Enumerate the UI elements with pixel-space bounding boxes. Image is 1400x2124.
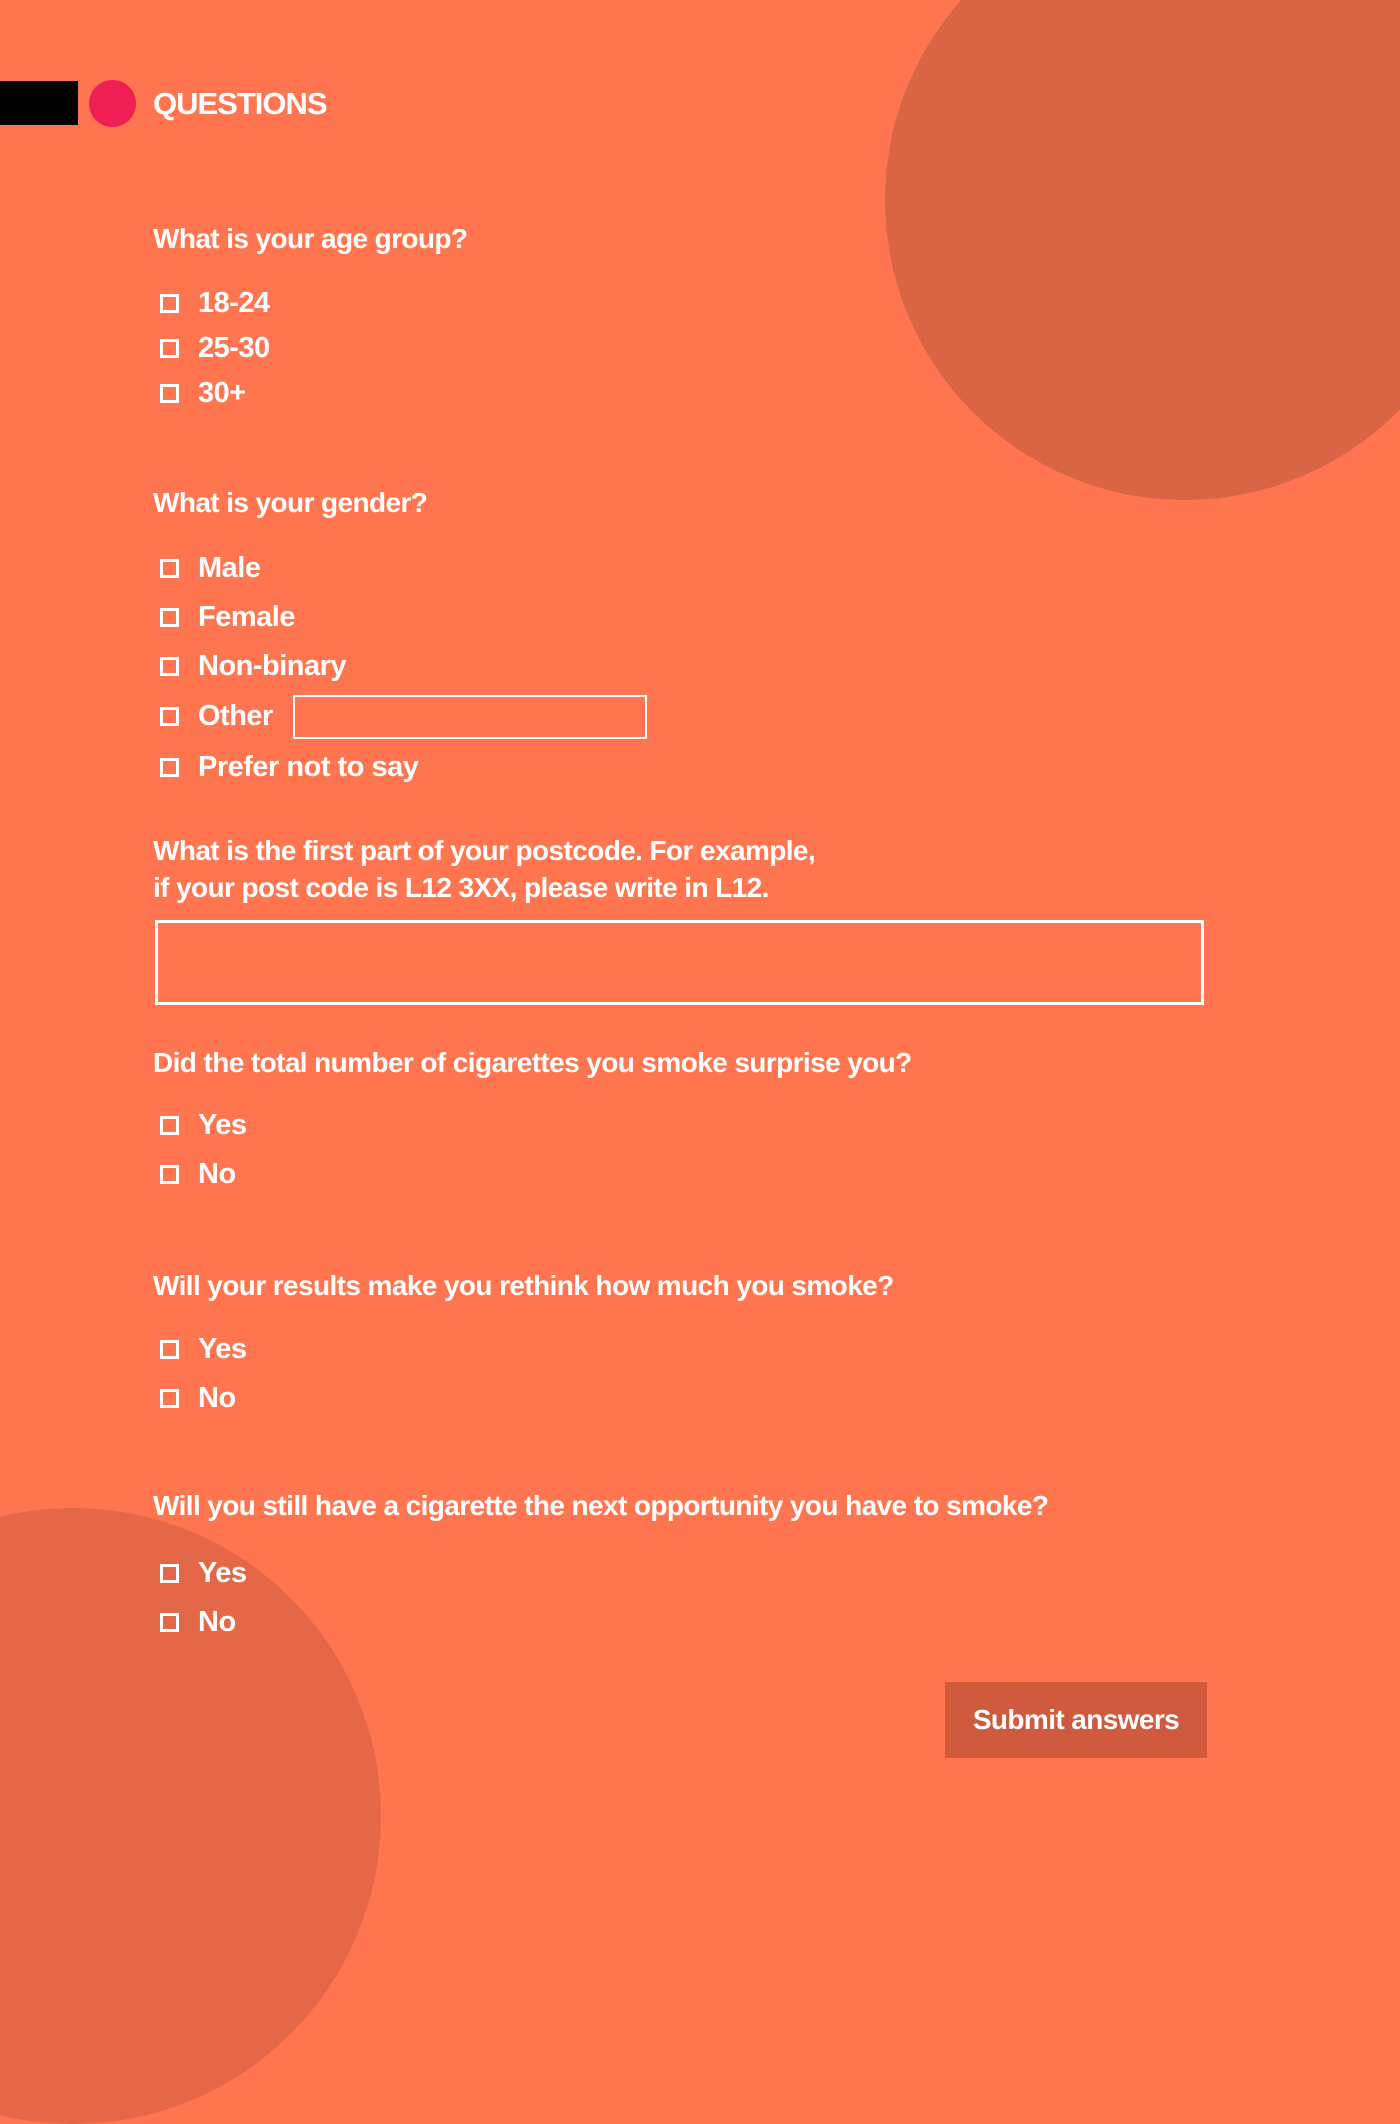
checkbox[interactable]: [160, 707, 179, 726]
option-label: Other: [198, 700, 273, 732]
question-age-group: What is your age group?: [153, 223, 468, 254]
submit-answers-button[interactable]: Submit answers: [945, 1682, 1207, 1758]
question-postcode-line1: What is the first part of your postcode. For example,: [153, 835, 816, 866]
header-black-bar: [0, 81, 78, 125]
checkbox[interactable]: [160, 758, 179, 777]
option-label: 25-30: [198, 332, 270, 364]
option-gender-non-binary[interactable]: [160, 642, 647, 691]
option-next-cigarette-yes[interactable]: [160, 1549, 247, 1598]
page-header: [0, 80, 400, 126]
question-postcode-line2: if your post code is L12 3XX, please write in L12.: [153, 872, 769, 903]
rethink-options: [160, 1325, 247, 1423]
next-cigarette-options: [160, 1549, 247, 1647]
option-age-25-30[interactable]: [160, 326, 270, 371]
page-title: QUESTIONS: [153, 86, 327, 121]
option-surprise-no[interactable]: [160, 1150, 247, 1199]
header-dot-icon: [89, 80, 136, 127]
question-cigarettes-surprise: Did the total number of cigarettes you smoke surprise you?: [153, 1047, 912, 1078]
age-group-options: [160, 281, 270, 416]
option-age-18-24[interactable]: [160, 281, 270, 326]
checkbox[interactable]: [160, 1613, 179, 1632]
option-label: 30+: [198, 377, 246, 409]
other-gender-input[interactable]: [293, 695, 647, 739]
checkbox[interactable]: [160, 294, 179, 313]
question-gender: What is your gender?: [153, 487, 428, 518]
checkbox[interactable]: [160, 1564, 179, 1583]
checkbox[interactable]: [160, 1116, 179, 1135]
option-label: Yes: [198, 1109, 247, 1141]
option-label: Prefer not to say: [198, 751, 419, 783]
option-label: Yes: [198, 1557, 247, 1589]
option-gender-female[interactable]: [160, 593, 647, 642]
option-label: No: [198, 1606, 236, 1638]
option-label: Female: [198, 601, 295, 633]
question-rethink-smoking: Will your results make you rethink how much you smoke?: [153, 1270, 894, 1301]
option-age-30-plus[interactable]: [160, 371, 270, 416]
option-label: Non-binary: [198, 650, 347, 682]
option-label: No: [198, 1158, 236, 1190]
postcode-input[interactable]: [155, 920, 1204, 1005]
option-gender-other[interactable]: [160, 691, 647, 742]
option-gender-male[interactable]: [160, 544, 647, 593]
surprise-options: [160, 1101, 247, 1199]
question-next-cigarette: Will you still have a cigarette the next opportunity you have to smoke?: [153, 1490, 1049, 1521]
gender-options: [160, 544, 647, 793]
checkbox[interactable]: [160, 657, 179, 676]
option-label: Yes: [198, 1333, 247, 1365]
checkbox[interactable]: [160, 1389, 179, 1408]
option-label: 18-24: [198, 287, 270, 319]
checkbox[interactable]: [160, 608, 179, 627]
checkbox[interactable]: [160, 339, 179, 358]
option-next-cigarette-no[interactable]: [160, 1598, 247, 1647]
option-surprise-yes[interactable]: [160, 1101, 247, 1150]
option-rethink-yes[interactable]: [160, 1325, 247, 1374]
checkbox[interactable]: [160, 1340, 179, 1359]
option-rethink-no[interactable]: [160, 1374, 247, 1423]
option-label: Male: [198, 552, 261, 584]
option-gender-prefer-not-to-say[interactable]: [160, 742, 647, 793]
checkbox[interactable]: [160, 559, 179, 578]
option-label: No: [198, 1382, 236, 1414]
decorative-circle-top: [885, 0, 1400, 500]
checkbox[interactable]: [160, 1165, 179, 1184]
checkbox[interactable]: [160, 384, 179, 403]
